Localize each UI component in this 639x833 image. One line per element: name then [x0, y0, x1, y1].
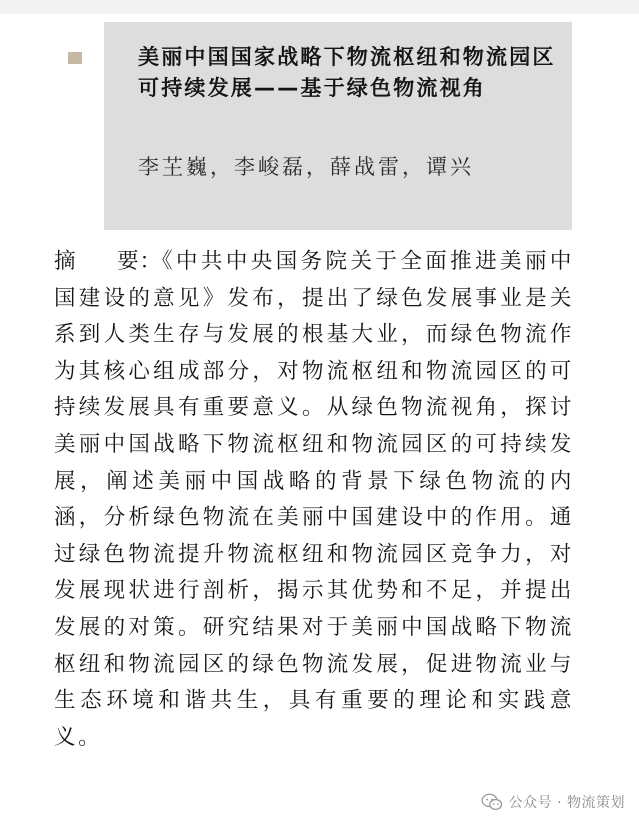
watermark-text: 公众号 · 物流策划 [508, 795, 625, 811]
abstract-paragraph [54, 244, 574, 756]
account-watermark [481, 792, 625, 812]
abstract-label-second: 要： [116, 249, 162, 274]
abstract-label-first: 摘 [54, 249, 77, 274]
title-bullet-marker [68, 52, 82, 64]
article-authors: 李芏巍，李峻磊，薛战雷，谭兴 [138, 155, 474, 179]
article-title: 美丽中国国家战略下物流枢纽和物流园区可持续发展——基于绿色物流视角 [138, 45, 556, 100]
top-divider [0, 0, 639, 14]
wechat-icon [481, 793, 503, 811]
abstract-text: 《中共中央国务院关于全面推进美丽中国建设的意见》发布，提出了绿色发展事业是关系到人类生存与发展的根基大业，而绿色物流作为其核心组成部分，对物流枢纽和物流园区的可持续发展具有重要意义。从绿色物流视角，探讨美丽中国战略下物流枢纽和物流园区的可持续发展，阐述美丽中国战略的背景下绿色物流的内涵，分析绿色物流在美丽中国建设中的作用。通过绿色物流提升物流枢纽和物流园区竞争力，对发展现状进行剖析，揭示其优势和不足，并提出发展的对策。研究结果对于美丽中国战略下物流枢纽和物流园区的绿色物流发展，促进物流业与生态环境和谐共生，具有重要的理论和实践意义。 [54, 249, 574, 750]
abstract-label [54, 249, 162, 274]
